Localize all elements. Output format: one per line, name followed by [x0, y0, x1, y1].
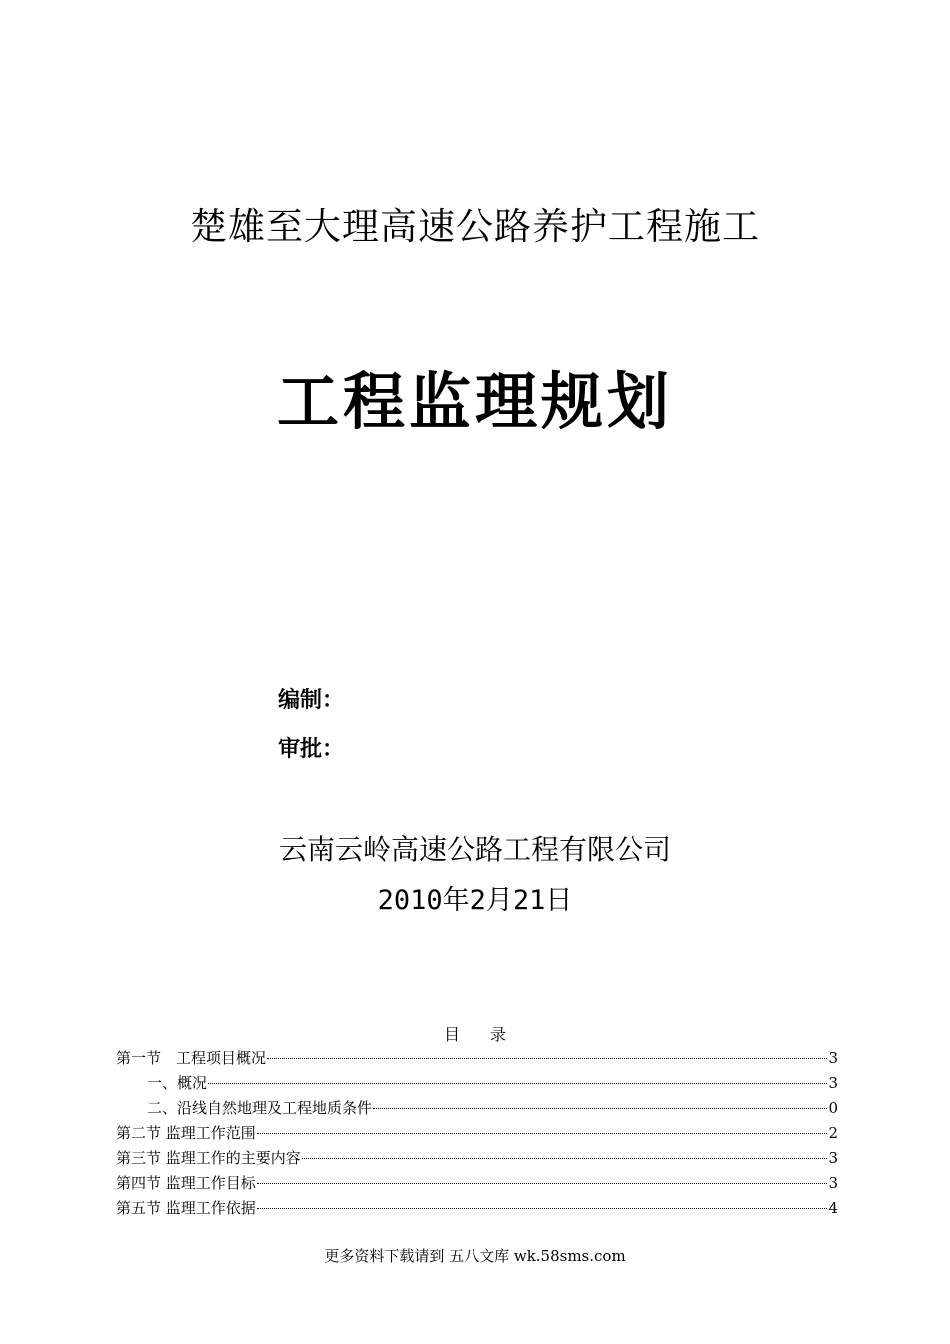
- approved-by-label: 审批：: [278, 737, 345, 762]
- compiled-by-label: 编制：: [278, 688, 345, 713]
- footer-link-text[interactable]: 更多资料下载请到 五八文库 wk.58sms.com: [324, 1247, 626, 1265]
- toc-entry-label: 第二节 监理工作范围: [116, 1124, 256, 1142]
- toc-entry[interactable]: [116, 1146, 838, 1171]
- toc-entry-page: 3: [828, 1049, 838, 1067]
- toc-entry[interactable]: [116, 1196, 838, 1221]
- toc-entry[interactable]: [116, 1071, 838, 1096]
- toc-heading: 目录: [443, 1025, 536, 1044]
- toc-leader-dots: [302, 1158, 828, 1159]
- toc-entry-label: 第四节 监理工作目标: [116, 1174, 256, 1192]
- toc-entry[interactable]: [116, 1171, 838, 1196]
- toc-leader-dots: [257, 1133, 828, 1134]
- toc-entry-label: 第三节 监理工作的主要内容: [116, 1149, 301, 1167]
- toc-entry-label: 第一节 工程项目概况: [116, 1049, 267, 1067]
- toc-entry-page: 4: [828, 1199, 838, 1217]
- toc-entry-page: 0: [828, 1099, 838, 1117]
- toc-leader-dots: [373, 1108, 827, 1109]
- toc-entry-label: 第五节 监理工作依据: [116, 1199, 256, 1217]
- toc-entry[interactable]: [116, 1121, 838, 1146]
- toc-leader-dots: [257, 1183, 828, 1184]
- toc-entry-page: 3: [828, 1074, 838, 1092]
- table-of-contents: [116, 1046, 838, 1221]
- toc-leader-dots: [267, 1058, 827, 1059]
- toc-entry-label: 一、概况: [147, 1074, 208, 1092]
- toc-entry[interactable]: [116, 1096, 838, 1121]
- document-title-line1: 楚雄至大理高速公路养护工程施工: [190, 205, 760, 248]
- document-title-main: 工程监理规划: [276, 365, 673, 438]
- toc-entry-page: 3: [828, 1149, 838, 1167]
- toc-leader-dots: [257, 1208, 828, 1209]
- toc-entry-page: 3: [828, 1174, 838, 1192]
- toc-entry[interactable]: [116, 1046, 838, 1071]
- toc-leader-dots: [208, 1083, 827, 1084]
- company-name: 云南云岭高速公路工程有限公司: [278, 833, 671, 866]
- document-date: 2010年2月21日: [377, 885, 573, 916]
- toc-entry-label: 二、沿线自然地理及工程地质条件: [147, 1099, 373, 1117]
- toc-entry-page: 2: [828, 1124, 838, 1142]
